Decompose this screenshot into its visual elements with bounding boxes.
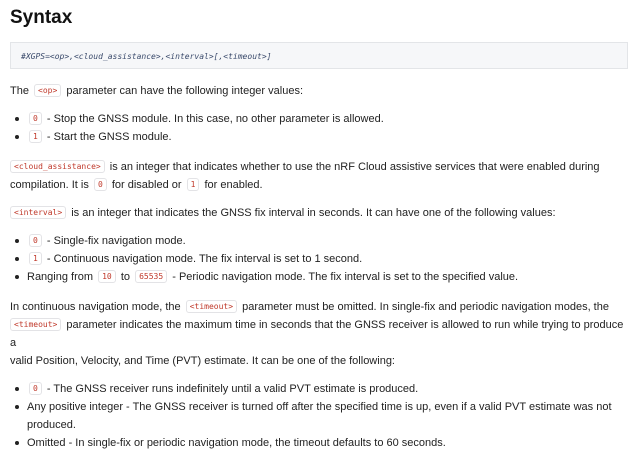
- timeout-values-list: [10, 380, 628, 452]
- list-item: [10, 250, 628, 268]
- list-item: [10, 434, 628, 452]
- list-item: [10, 128, 628, 146]
- positive-integer-text-2: produced.: [27, 419, 76, 431]
- list-item: [10, 380, 628, 398]
- cloud-text-2: compilation. It is: [10, 179, 89, 191]
- timeout-code: <timeout>: [186, 300, 237, 313]
- timeout-value-text: - The GNSS receiver runs indefinitely until a valid PVT estimate is produced.: [46, 383, 419, 395]
- ranging-text: - Periodic navigation mode. The fix interval is set to the specified value.: [172, 271, 519, 283]
- timeout-text-4: valid Position, Velocity, and Time (PVT) estimate. It can be one of the following:: [10, 355, 395, 367]
- list-item: [10, 398, 628, 434]
- syntax-code-block: [10, 42, 628, 69]
- list-item: [10, 232, 628, 250]
- op-value-code: 1: [29, 130, 42, 143]
- op-intro-text: The: [10, 85, 29, 97]
- op-value-text: - Start the GNSS module.: [46, 131, 172, 143]
- timeout-code-2: <timeout>: [10, 318, 61, 331]
- interval-intro-paragraph: [10, 204, 628, 222]
- interval-value-code: 0: [29, 234, 42, 247]
- ranging-to: to: [120, 271, 130, 283]
- timeout-text-3: parameter indicates the maximum time in seconds that the GNSS receiver is allowed to run while trying to produce a: [10, 319, 624, 349]
- timeout-text-1: In continuous navigation mode, the: [10, 301, 181, 313]
- omitted-text: Omitted - In single-fix or periodic navigation mode, the timeout defaults to 60 seconds.: [27, 437, 446, 449]
- ranging-to-code: 65535: [135, 270, 167, 283]
- cloud-code-0: 0: [94, 178, 107, 191]
- cloud-text-4: for enabled.: [204, 179, 263, 191]
- cloud-code-1: 1: [187, 178, 200, 191]
- list-item: [10, 268, 628, 286]
- interval-value-text: - Continuous navigation mode. The fix interval is set to 1 second.: [46, 253, 363, 265]
- positive-integer-text: Any positive integer - The GNSS receiver is turned off after the specified time is up, even if a valid PVT estimate was not: [27, 401, 612, 413]
- section-heading: Syntax: [10, 7, 73, 28]
- timeout-paragraph: [10, 298, 628, 370]
- op-code: <op>: [34, 84, 61, 97]
- interval-intro-text: is an integer that indicates the GNSS fix interval in seconds. It can have one of the following values:: [71, 207, 556, 219]
- op-intro-paragraph: [10, 82, 628, 100]
- timeout-text-2: parameter must be omitted. In single-fix and periodic navigation modes, the: [242, 301, 609, 313]
- op-value-code: 0: [29, 112, 42, 125]
- interval-value-code: 1: [29, 252, 42, 265]
- interval-code: <interval>: [10, 206, 66, 219]
- ranging-prefix: Ranging from: [27, 271, 94, 283]
- op-values-list: [10, 110, 628, 146]
- syntax-line: #XGPS=<op>,<cloud_assistance>,<interval>[,<timeout>]: [21, 52, 272, 61]
- ranging-from-code: 10: [98, 270, 116, 283]
- cloud-text-1: is an integer that indicates whether to use the nRF Cloud assistive services that were enabled during: [109, 161, 600, 173]
- op-intro-text-2: parameter can have the following integer values:: [66, 85, 303, 97]
- cloud-assistance-paragraph: [10, 158, 628, 194]
- cloud-text-3: for disabled or: [111, 179, 182, 191]
- timeout-value-code: 0: [29, 382, 42, 395]
- op-value-text: - Stop the GNSS module. In this case, no other parameter is allowed.: [46, 113, 384, 125]
- interval-value-text: - Single-fix navigation mode.: [46, 235, 186, 247]
- list-item: [10, 110, 628, 128]
- interval-values-list: [10, 232, 628, 286]
- cloud-assistance-code: <cloud_assistance>: [10, 160, 105, 173]
